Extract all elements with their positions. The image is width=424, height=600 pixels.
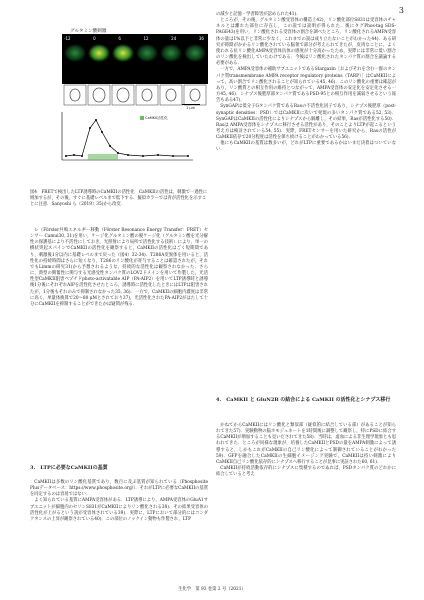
paragraph: CaMKIIが持続活動依存的にシナプスに集積するのであれば，PSDタンパク質のどれかに結合していると考え [216,466,396,478]
time-label: -12 [64,36,71,41]
time-labels [64,36,204,41]
paragraph: SynGAPは低分子Gタンパク質であるRasの不活性化因子であり，シナプス後肥厚（post-synaptic densities：PSD）ではCaMKIIに次いで発現の多いタンパク質である52, 53)．SynGAPはCaMKIIの活性化によりシナプスから解離し，その結果，Rasが活性化する50)．Rasは AMPA受容体をシナプスに移行させる活性があり，そのことよりLTPが起こるという考え方は検討されている54, 55)．実際，FRETセンサーを用いた研究から，Rasの活性がCaMKII依存で20分程度は活性を保ち続けることがわかっている56)． [216,104,396,141]
paragraph: ところが，その後，グルタミン酸受容体の構造上42)，リン酸化部位S831は受容体のチャネルとは離れた部位に存在し，この説では説明が得られた．後にタグPhos-tag SDS-PAGE43)を用い，リン酸化される受容体の割合を調べたところ，リン酸化されるAMPA受容体の量は1%以下と非常に少なく，これまでの説は成り立たないことがわかった44)．ある研究が時間がかかるリン酸化されている脳領で部分が考えられてきたが，皮肉なことに，よく使われる抗リン酸化AMPA受容体抗体の感度が十分高かったため，実際には非常に低い割合のリン酸化を検出していたわけである．今後はリン酸化されたタンパク質の割合を議論する必要がある． [216,18,396,67]
page-number: 3 [398,6,404,15]
time-label: 12 [143,36,149,41]
right-body [216,12,396,154]
right-body-2 [216,423,396,478]
legend-label: CaMKII活性化 [145,116,168,120]
paragraph: よく知られている基質にAMPA受容体がある．LTP誘導により，AMPA受容体のGluA1サブユニットが細胞内のセリンS831がCaMKIIによりリン酸化される38)．その結果受容体の活性化が上がるという説が受容体されている39)．実際に，LTPにおいて部分的にはコンダクタンスの上昇が観察されている40)．この部位のノックイン動物も作製され，LTP [30,498,208,522]
page-footer: 生化学 第 93 巻第 2 号（2021） [178,587,246,592]
time-label: 24 [171,36,177,41]
paragraph: の減少と記憶・学習障害が認められた41)． [216,12,301,17]
section-heading: 3. LTPに必要なCaMKIIの基質 [30,465,108,471]
time-label: 0 [93,36,96,41]
figure-caption: 図4 FRETで検出したLTP誘導時のCaMKIIの活性化 CaMKIIの活性は，刺激で一過性に増加するが，その後，すぐに基礎レベルまで低下する．擬似カラーでは青が活性化を示すことに注意．Sanyoshi ら（2019）35)から改変． [30,190,208,208]
scale-bar [182,104,200,105]
legend-swatch [140,116,144,120]
left-body-2 [30,480,208,523]
paragraph: 他にもCaMKIIの基質は数多いが，どれがLTPに重要であるかはいまだ決着はついていない． [216,141,396,153]
left-body [30,228,208,308]
time-label: 6 [118,36,121,41]
activity-graph [48,108,198,166]
paragraph: 一方で，AMPA受容体の補助サブユニットであるStargazin［およびそれを含む一群のタンパク質transmembrane AMPA receptor regulatory proteins（TARP）］はCaMKIIによって，高い割合でリン酸化されることが知られている45, 46)．このリン酸化の重要は確認があり，リン酸質との相互作用の維持とつながって，AMPA受容体の安定化を安定化させる一方45, 46)．シナプス後肥厚部タンパク質であるPSD-95との相互作用を減弱させるという報告もある47)． [216,67,396,104]
outline-images [62,84,208,106]
section-heading: 4. CaMKII と GluN2B の結合による CaMKII の活性化とシナプス移行 [216,397,391,403]
fret-images [62,42,208,84]
paragraph: レ（Förster共鳴エネルギー移動（Förster Resonance Energy Transfer：FRET）センサー Camui30, 31)を用い，ケージ化グルタミン酸の脱ケージ化（グルタミン酸を光分解性の保護基により不活性にしておき，光照射により局所で活性化する技術）により，単一の樹状突起スパインでCaMKIIの活性化を観察すると，CaMKIIの活性化はごく短期間であり，刺激後1分以内に基礎レベルまで戻った（図4）32-34)．T286A変異体を用いると，活性化の持続時間はさらに短くなり，T286のリン酸化が寄与することは確認されたが，それでもLimmの研究31)から予想されるような，持続的な活性化は観察されなかった．さらに，典型の興奮性に関与する光感受性タンパク質のLOV2ドメインを用いて作製した，光活性型CaMKII阻害ペプチドphoto-activatable AIP（PA-AIP2）を用いてLTP誘導時と誘導後1分後にそれぞれAIPを活性化させたところ，誘導時に活性化したときにはLTPは阻害されたが，1分後もそれのみで抑制されなかった35, 36)．一方で，CaMKIIの細胞内濃度は非常に高く，単量体換算で20〜80 μMとされており37)，光活性化されたPA-AIP2がはたして十分にCaMKIIを抑制することができたかは疑問が残る． [30,228,208,307]
scale-label: 1 μm [186,106,195,110]
figure-title: グルタミン酸刺激 [70,29,107,34]
figure [30,20,208,188]
time-label: 36 [198,36,204,41]
paragraph: かねてからCaMKIIにはリン酸化と類似部（疑似的に結合している部）があることが知られてきた57)．実験動物の脳ホモジェネートを1時間後に調整して観察し，特にPSDに結合するCaMKIIが増加することも見いだされてきた58)．当時は，虚血による非生理学現象とも思われてきた．ところが同様な現象が，培養したCaMKIIとPSDの量をAMPA刺激によって誘導すると，しかもこれがCaMKIIの自己リン酸化によって制御されていることがわかった59)．GFPを融合したCaMKIIの生細胞イメージング実験で，CaMKIIは持い刺激によりCaMKII自己リン酸化依存的にシナプスへ移行することが見事に実証された60, 61)． [216,423,396,465]
graph-legend [140,116,168,121]
paragraph: CaMKIIは多数のリン酸化基質であり，数百に及ぶ基質が知られている（Phosphosite Plusデータベース：https://www.phosphosite.org/）．それがLTPに必要なCaMKIIの基質を同定するのは容易ではない． [30,480,208,498]
